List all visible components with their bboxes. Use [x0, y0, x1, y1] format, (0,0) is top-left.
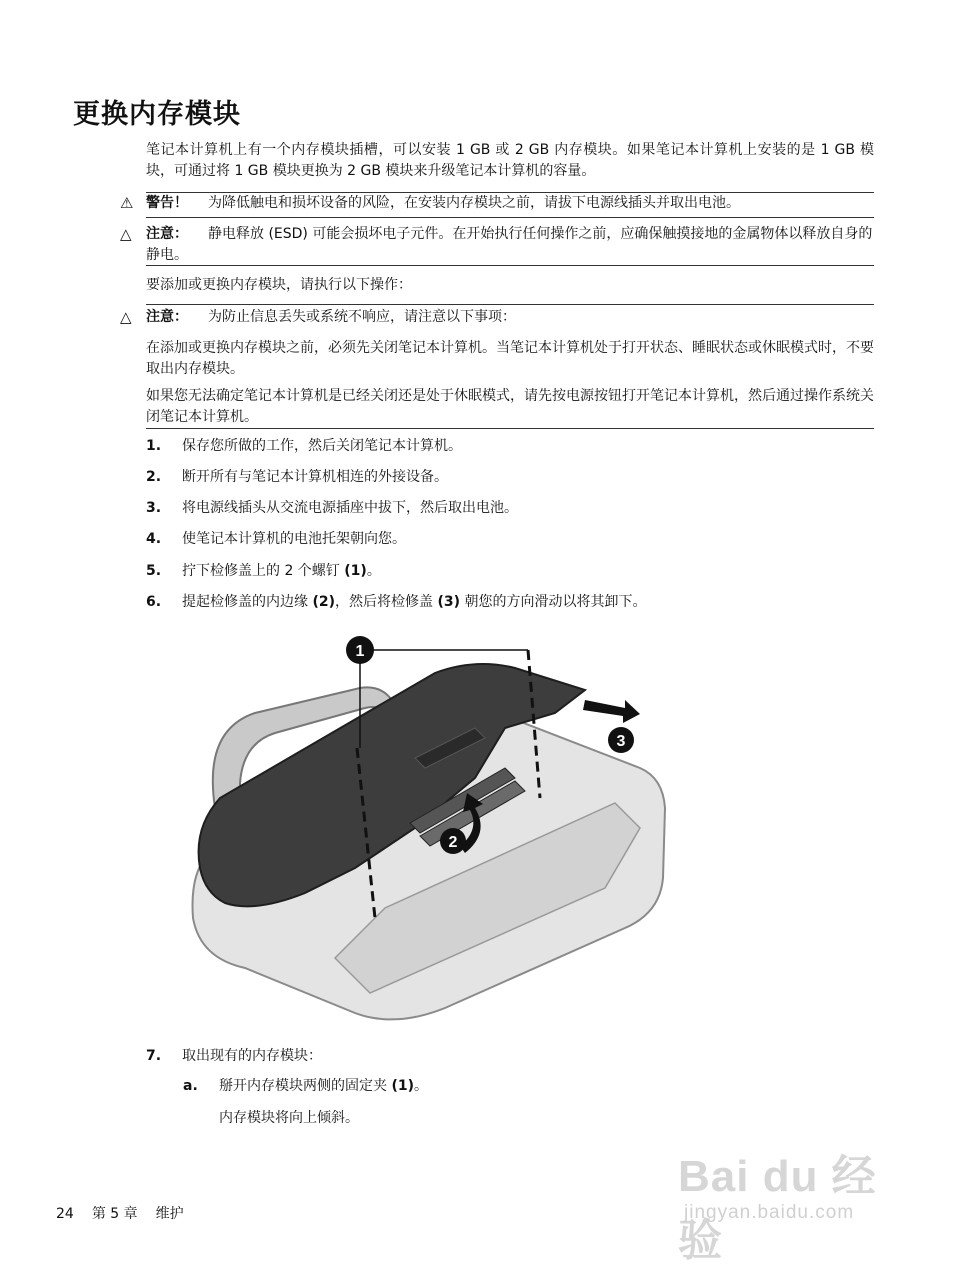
page-number: 24 [56, 1206, 74, 1222]
lead-paragraph: 要添加或更换内存模块，请执行以下操作： [146, 277, 412, 293]
page-footer [56, 1203, 184, 1223]
caution-paragraph-2: 如果您无法确定笔记本计算机是已经关闭还是处于休眠模式，请先按电源按钮打开笔记本计算机，然后通过操作系统关闭笔记本计算机。 [146, 388, 874, 425]
warning-note [146, 193, 874, 214]
warning-text: 为降低触电和损坏设备的风险，在安装内存模块之前，请拔下电源线插头并取出电池。 [208, 195, 740, 211]
slide-arrow [583, 700, 640, 723]
step-3 [146, 498, 874, 519]
watermark-logo: Bai du 经验 [678, 1152, 877, 1265]
callout-1 [346, 636, 374, 664]
callout-ref: (2) [312, 594, 335, 610]
callout-3-label: 3 [616, 733, 626, 750]
caution-triangle-icon: △ [120, 225, 132, 243]
caution-note [146, 224, 874, 266]
section-label: 维护 [155, 1206, 184, 1222]
step-text: ，然后将检修盖 [335, 594, 438, 610]
step-text: 拧下检修盖上的 2 个螺钉 [182, 563, 345, 579]
caution-paragraph-1: 在添加或更换内存模块之前，必须先关闭笔记本计算机。当笔记本计算机处于打开状态、睡眠状态或休眠模式时，不要取出内存模块。 [146, 340, 874, 377]
callout-3 [608, 727, 634, 753]
step-number: 3. [146, 500, 162, 516]
step-6 [146, 592, 874, 613]
step-2 [146, 467, 874, 488]
caution-label: 注意： [146, 309, 188, 325]
step-text: 朝您的方向滑动以将其卸下。 [460, 594, 647, 610]
substep-text: 掰开内存模块两侧的固定夹 [219, 1078, 392, 1094]
callout-ref: (1) [391, 1078, 414, 1094]
chapter-label: 第 5 章 [91, 1206, 138, 1222]
caution-text: 静电释放 (ESD) 可能会损坏电子元件。在开始执行任何操作之前，应确保触摸接地的金属物体以释放自身的静电。 [146, 226, 873, 263]
callout-1-label: 1 [355, 643, 365, 660]
substep-text: 。 [414, 1078, 428, 1094]
substep-a [183, 1076, 428, 1097]
page-title: 更换内存模块 [73, 99, 241, 130]
divider [146, 304, 874, 305]
step-text: 将电源线插头从交流电源插座中拔下，然后取出电池。 [182, 500, 518, 516]
step-text: 断开所有与笔记本计算机相连的外接设备。 [182, 469, 448, 485]
watermark-url: jingyan.baidu.com [684, 1202, 855, 1223]
caution-triangle-icon: △ [120, 308, 132, 326]
callout-2-label: 2 [448, 834, 458, 851]
caution-label: 注意： [146, 226, 188, 242]
warning-triangle-icon: ⚠ [120, 194, 134, 212]
callout-2 [440, 828, 466, 854]
step-7 [146, 1046, 874, 1067]
warning-label: 警告！ [146, 195, 188, 211]
step-4 [146, 529, 874, 550]
step-text: 取出现有的内存模块： [182, 1048, 322, 1064]
step-number: 2. [146, 469, 162, 485]
step-1 [146, 436, 874, 457]
access-cover-illustration [185, 628, 675, 1033]
step-number: 6. [146, 594, 162, 610]
callout-ref: (3) [437, 594, 460, 610]
step-text: 保存您所做的工作，然后关闭笔记本计算机。 [182, 438, 462, 454]
caution-note-2 [146, 307, 874, 328]
step-5 [146, 561, 874, 582]
step-text: 提起检修盖的内边缘 [182, 594, 313, 610]
substep-result: 内存模块将向上倾斜。 [219, 1110, 359, 1126]
step-number: 4. [146, 531, 162, 547]
step-number: 7. [146, 1048, 162, 1064]
divider [146, 217, 874, 218]
intro-paragraph: 笔记本计算机上有一个内存模块插槽，可以安装 1 GB 或 2 GB 内存模块。如果笔记本计算机上安装的是 1 GB 模块，可通过将 1 GB 模块更换为 2 GB 模块来升级笔记本计算机的容量。 [146, 142, 874, 179]
callout-ref: (1) [344, 563, 367, 579]
divider [146, 428, 874, 429]
substep-letter: a. [183, 1078, 198, 1094]
baidu-watermark [678, 1140, 908, 1265]
step-number: 5. [146, 563, 162, 579]
step-text: 使笔记本计算机的电池托架朝向您。 [182, 531, 406, 547]
step-number: 1. [146, 438, 162, 454]
step-text: 。 [366, 563, 381, 579]
divider [146, 265, 874, 266]
caution-text: 为防止信息丢失或系统不响应，请注意以下事项： [208, 309, 516, 325]
